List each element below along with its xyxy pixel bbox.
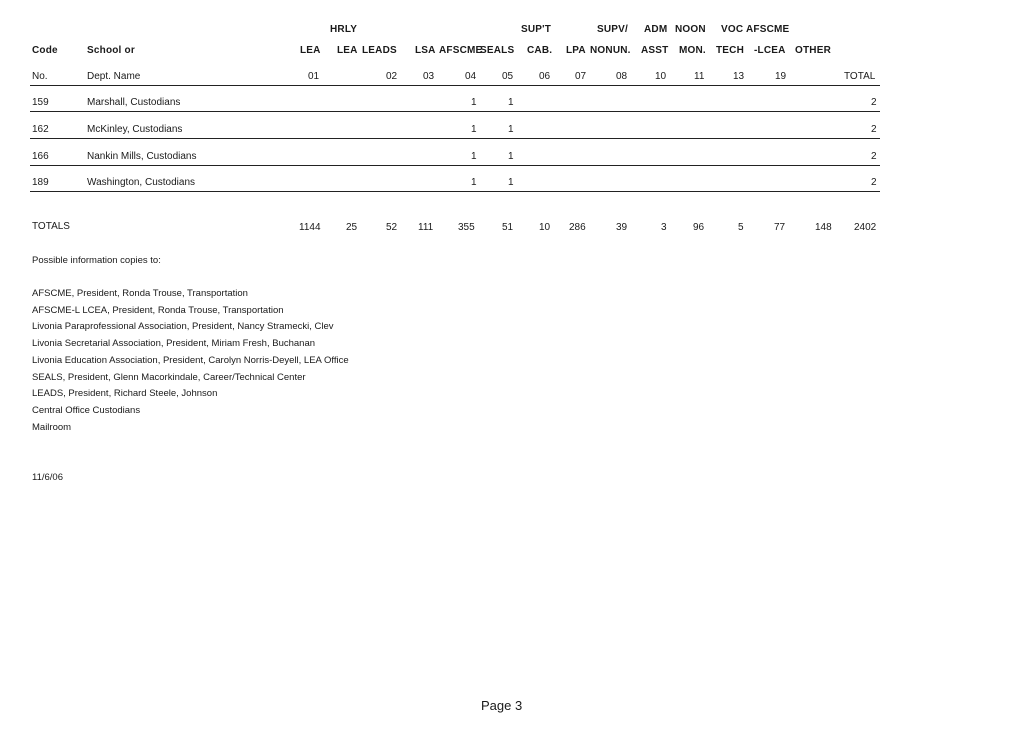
header-no: No. [32, 71, 48, 82]
header-cab: CAB. [527, 45, 553, 56]
row-rule [30, 191, 880, 192]
totals-value: 286 [569, 222, 586, 233]
header-lea-leads: LEA [337, 45, 358, 56]
header-lcea: -LCEA [754, 45, 786, 56]
header-supt: SUP'T [521, 24, 552, 35]
row-dept-name: Nankin Mills, Custodians [87, 151, 197, 162]
row-value-04: 1 [471, 177, 477, 188]
col-code-03: 03 [423, 71, 435, 82]
row-value-04: 1 [471, 124, 477, 135]
row-value-05: 1 [508, 177, 514, 188]
col-code-02: 02 [386, 71, 398, 82]
header-dept-name: Dept. Name [87, 71, 141, 82]
totals-value: 77 [774, 222, 786, 233]
col-code-10: 10 [655, 71, 667, 82]
totals-value: 5 [738, 222, 744, 233]
row-code: 189 [32, 177, 49, 188]
header-mon: MON. [679, 45, 706, 56]
totals-value: 52 [386, 222, 398, 233]
row-rule [30, 111, 880, 112]
header-nonun: NONUN. [590, 45, 631, 56]
header-school: School or [87, 45, 135, 56]
col-code-08: 08 [616, 71, 628, 82]
header-leads: LEADS [362, 45, 397, 56]
header-afscme: AFSCME [439, 45, 483, 56]
row-value-05: 1 [508, 124, 514, 135]
col-code-19: 19 [775, 71, 787, 82]
list-item: Central Office Custodians [32, 404, 141, 416]
list-item: AFSCME-L LCEA, President, Ronda Trouse, Transportation [32, 304, 284, 316]
totals-value: 148 [815, 222, 832, 233]
list-item: AFSCME, President, Ronda Trouse, Transportation [32, 288, 248, 299]
header-rule [30, 85, 880, 86]
totals-value: 10 [539, 222, 551, 233]
list-item: Mailroom [32, 421, 72, 433]
row-value-04: 1 [471, 97, 477, 108]
list-item: Livonia Education Association, President, Carolyn Norris-Deyell, LEA Office [32, 354, 349, 366]
copies-list [32, 286, 349, 436]
row-code: 159 [32, 97, 49, 108]
row-total: 2 [871, 97, 877, 108]
col-code-07: 07 [575, 71, 587, 82]
totals-grand-total: 2402 [854, 222, 877, 233]
totals-value: 39 [616, 222, 628, 233]
header-lpa: LPA [566, 45, 586, 56]
row-value-05: 1 [508, 151, 514, 162]
col-code-06: 06 [539, 71, 551, 82]
row-rule [30, 165, 880, 166]
copies-heading: Possible information copies to: [32, 255, 161, 266]
totals-value: 111 [418, 222, 434, 233]
header-tech: TECH [716, 45, 745, 56]
row-code: 166 [32, 151, 49, 162]
row-total: 2 [871, 177, 877, 188]
list-item: SEALS, President, Glenn Macorkindale, Career/Technical Center [32, 371, 306, 383]
totals-value: 3 [661, 222, 667, 233]
header-adm: ADM [644, 24, 668, 35]
header-noon: NOON [675, 24, 706, 35]
header-voc: VOC [721, 24, 744, 35]
totals-value: 51 [502, 222, 514, 233]
row-value-05: 1 [508, 97, 514, 108]
document-date: 11/6/06 [32, 472, 63, 483]
header-hrly: HRLY [330, 24, 358, 35]
totals-value: 25 [346, 222, 358, 233]
row-code: 162 [32, 124, 49, 135]
header-supv: SUPV/ [597, 24, 629, 35]
col-code-01: 01 [308, 71, 320, 82]
totals-label: TOTALS [32, 221, 70, 232]
col-code-13: 13 [733, 71, 745, 82]
col-code-05: 05 [502, 71, 514, 82]
page-number: Page 3 [481, 698, 523, 713]
list-item: LEADS, President, Richard Steele, Johnson [32, 388, 218, 400]
header-other: OTHER [795, 45, 831, 56]
header-code: Code [32, 45, 58, 56]
totals-value: 1144 [299, 222, 321, 233]
header-total: TOTAL [844, 71, 876, 82]
row-dept-name: Washington, Custodians [87, 177, 196, 188]
header-asst: ASST [641, 45, 669, 56]
col-code-04: 04 [465, 71, 477, 82]
header-seals: SEALS [480, 45, 515, 56]
row-total: 2 [871, 124, 877, 135]
header-lea: LEA [300, 45, 321, 56]
header-afscme-top: AFSCME [746, 24, 790, 35]
totals-value: 96 [693, 222, 705, 233]
row-rule [30, 138, 880, 139]
list-item: Livonia Secretarial Association, President, Miriam Fresh, Buchanan [32, 338, 316, 350]
row-dept-name: Marshall, Custodians [87, 97, 181, 108]
row-dept-name: McKinley, Custodians [87, 124, 183, 135]
header-lsa: LSA [415, 45, 436, 56]
row-total: 2 [871, 151, 877, 162]
totals-value: 355 [458, 222, 475, 233]
col-code-11: 11 [694, 71, 705, 82]
list-item: Livonia Paraprofessional Association, President, Nancy Stramecki, Clev [32, 321, 334, 333]
row-value-04: 1 [471, 151, 477, 162]
